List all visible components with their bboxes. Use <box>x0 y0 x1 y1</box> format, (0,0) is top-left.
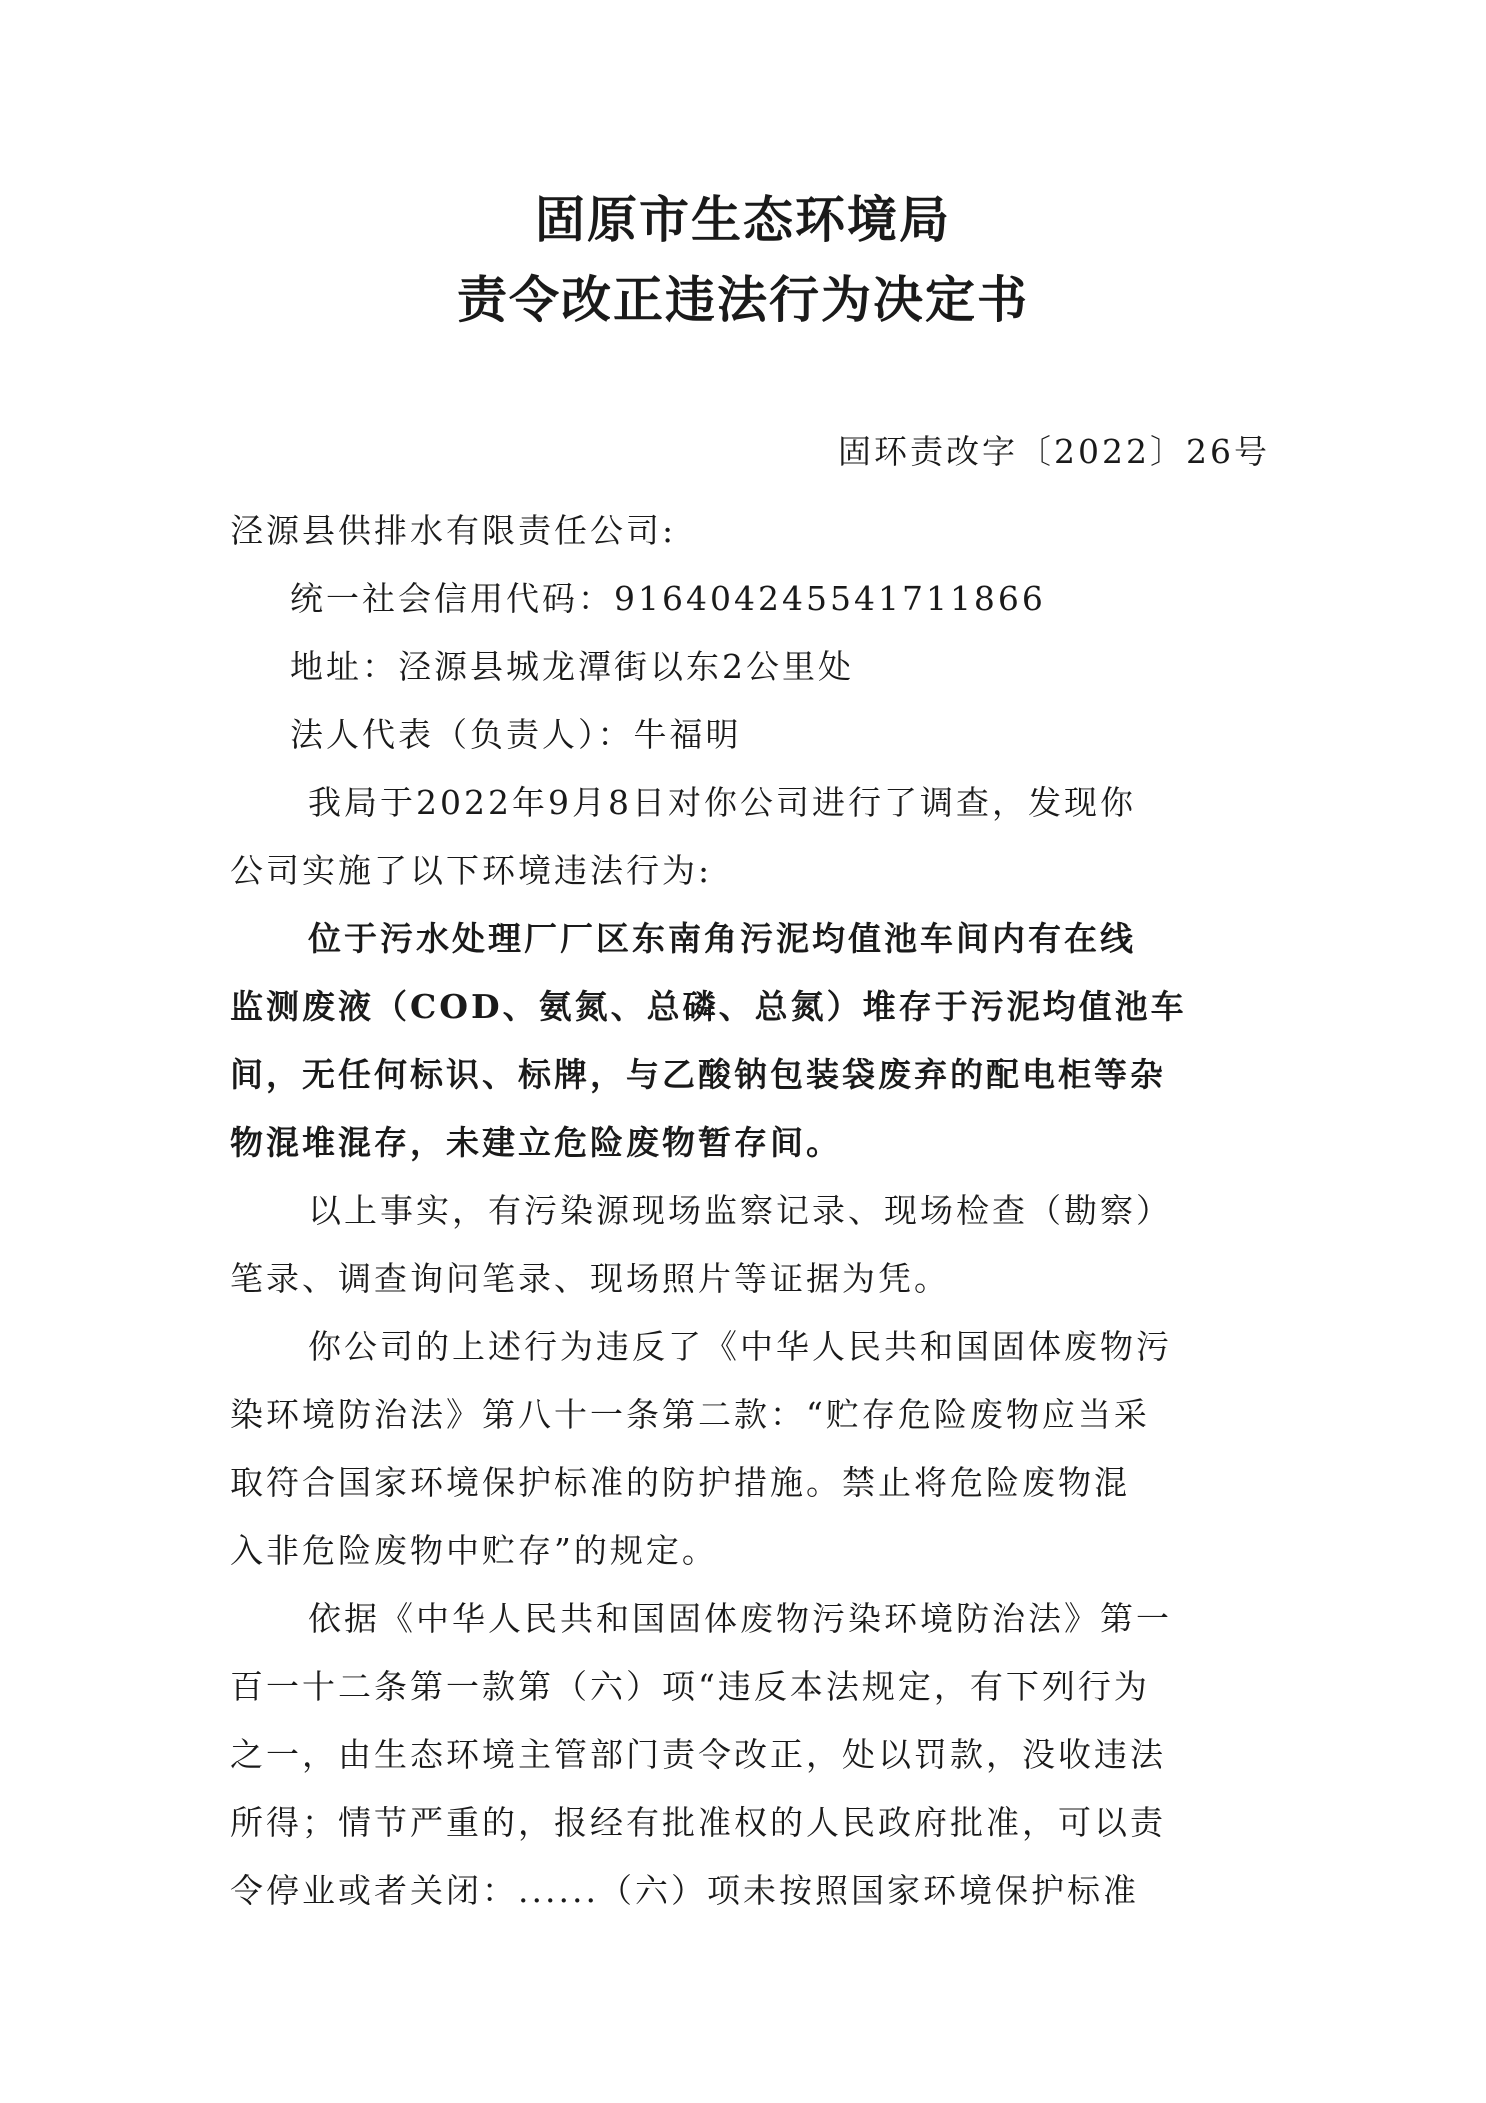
paragraph-penalty-basis-line: 之一，由生态环境主管部门责令改正，处以罚款，没收违法 <box>230 1735 1166 1774</box>
paragraph-penalty-basis-line: 依据《中华人民共和国固体废物污染环境防治法》第一 <box>308 1599 1172 1638</box>
document-number: 固环责改字〔2022〕26号 <box>838 432 1270 471</box>
recipient-credit-code: 统一社会信用代码：916404245541711866 <box>290 579 1046 618</box>
recipient-legal-rep: 法人代表（负责人）：牛福明 <box>290 715 742 754</box>
document-title-line2: 责令改正违法行为决定书 <box>457 270 1029 329</box>
recipient-name: 泾源县供排水有限责任公司: <box>230 511 677 550</box>
paragraph-violation-line: 监测废液（COD、氨氮、总磷、总氮）堆存于污泥均值池车 <box>230 987 1187 1026</box>
paragraph-investigation-line: 公司实施了以下环境违法行为: <box>230 851 713 890</box>
paragraph-violation-line: 物混堆混存，未建立危险废物暂存间。 <box>230 1123 842 1162</box>
paragraph-evidence-line: 笔录、调查询问笔录、现场照片等证据为凭。 <box>230 1259 950 1298</box>
paragraph-legal-basis-line: 染环境防治法》第八十一条第二款：“贮存危险废物应当采 <box>230 1395 1150 1434</box>
paragraph-penalty-basis-line: 所得；情节严重的，报经有批准权的人民政府批准，可以责 <box>230 1803 1166 1842</box>
paragraph-legal-basis-line: 入非危险废物中贮存”的规定。 <box>230 1531 718 1570</box>
paragraph-violation-line: 位于污水处理厂厂区东南角污泥均值池车间内有在线 <box>308 919 1136 958</box>
document-body <box>230 497 1270 1925</box>
paragraph-evidence-line: 以上事实，有污染源现场监察记录、现场检查（勘察） <box>308 1191 1172 1230</box>
document-title-line1: 固原市生态环境局 <box>535 190 951 249</box>
paragraph-legal-basis-line: 你公司的上述行为违反了《中华人民共和国固体废物污 <box>308 1327 1172 1366</box>
paragraph-legal-basis-line: 取符合国家环境保护标准的防护措施。禁止将危险废物混 <box>230 1463 1130 1502</box>
paragraph-penalty-basis-line: 百一十二条第一款第（六）项“违反本法规定，有下列行为 <box>230 1667 1150 1706</box>
paragraph-violation-line: 间，无任何标识、标牌，与乙酸钠包装袋废弃的配电柜等杂 <box>230 1055 1166 1094</box>
paragraph-penalty-basis-line: 令停业或者关闭：......（六）项未按照国家环境保护标准 <box>230 1871 1139 1910</box>
recipient-address: 地址：泾源县城龙潭街以东2公里处 <box>290 647 854 686</box>
paragraph-investigation-line: 我局于2022年9月8日对你公司进行了调查，发现你 <box>308 783 1136 822</box>
